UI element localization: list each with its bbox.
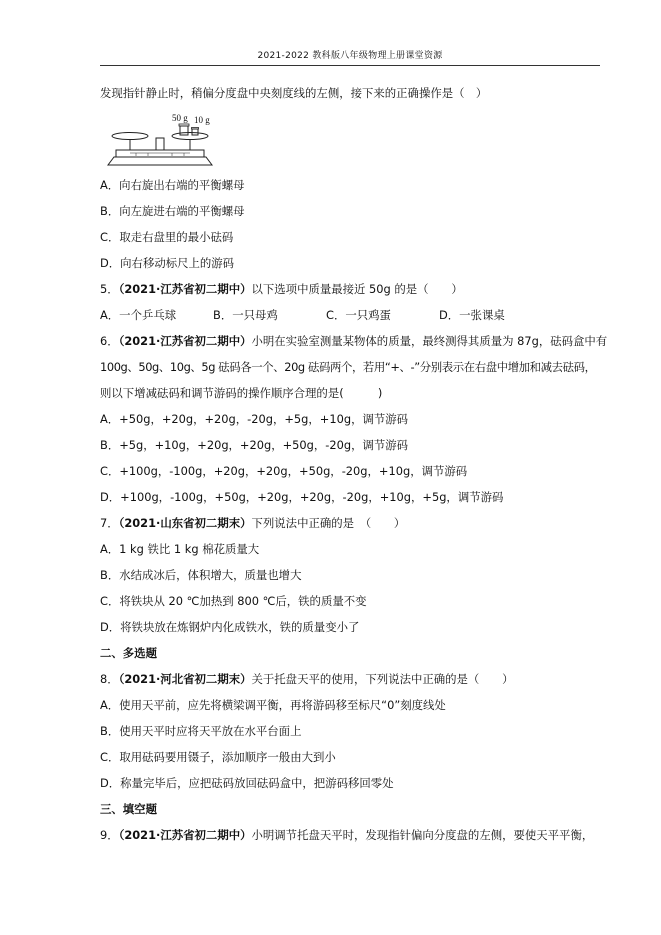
q8-number: 8．	[100, 672, 119, 686]
q7-source: （2021·山东省初二期末）	[118, 516, 252, 530]
q6-stem-line-2: 100g、50g、10g、5g 砝码各一个、20g 砝码两个，若用“+、-”分别表示在右盘中增加和减去砝码，	[100, 360, 596, 374]
q4-option-b: B．向左旋进右端的平衡螺母	[100, 204, 245, 218]
q6-option-a: A．+50g，+20g，+20g，-20g，+5g，+10g，调节游码	[100, 412, 409, 426]
q4-option-d: D．向右移动标尺上的游码	[100, 256, 235, 270]
q5-options	[100, 306, 606, 332]
q7-stem-line	[100, 514, 606, 540]
weight-label-10g: 10 g	[194, 115, 210, 125]
section-multiple-choice: 二、多选题	[100, 646, 157, 660]
q9-stem-line	[100, 826, 606, 852]
q4-option-a: A．向右旋出右端的平衡螺母	[100, 178, 245, 192]
q6-stem-line-1	[100, 332, 606, 358]
q5-number: 5．	[100, 282, 119, 296]
q7-option-d: D．将铁块放在炼钢炉内化成铁水，铁的质量变小了	[100, 620, 360, 634]
q6-number: 6．	[100, 334, 119, 348]
q5-source: （2021·江苏省初二期中）	[118, 282, 252, 296]
q7-number: 7．	[100, 516, 119, 530]
q4-option-c: C．取走右盘里的最小砝码	[100, 230, 234, 244]
q8-option-b: B．使用天平时应将天平放在水平台面上	[100, 724, 302, 738]
q5-option-c: C．一只鸡蛋	[326, 308, 391, 322]
q8-option-a: A．使用天平前，应先将横梁调平衡，再将游码移至标尺“0”刻度线处	[100, 698, 446, 712]
q6-stem-1: 小明在实验室测量某物体的质量，最终测得其质量为 87g，砝码盒中有	[251, 334, 608, 348]
balance-scale-icon	[100, 110, 220, 172]
q9-number: 9．	[100, 828, 119, 842]
q9-stem: 小明调节托盘天平时，发现指针偏向分度盘的左侧，要使天平平衡，	[251, 828, 594, 842]
q4-stem: 发现指针静止时，稍偏分度盘中央刻度线的左侧，接下来的正确操作是（ ）	[100, 86, 488, 100]
q8-source: （2021·河北省初二期末）	[118, 672, 252, 686]
q8-option-d: D．称量完毕后，应把砝码放回砝码盒中，把游码移回零处	[100, 776, 394, 790]
page-header: 2021-2022 教科版八年级物理上册课堂资源	[100, 48, 600, 66]
q7-option-b: B．水结成冰后，体积增大，质量也增大	[100, 568, 302, 582]
q5-option-d: D．一张课桌	[439, 308, 505, 322]
q5-option-b: B．一只母鸡	[213, 308, 278, 322]
balance-figure	[100, 110, 606, 172]
q8-option-c: C．取用砝码要用镊子，添加顺序一般由大到小	[100, 750, 336, 764]
q8-stem: 关于托盘天平的使用，下列说法中正确的是（ ）	[251, 672, 514, 686]
q6-stem-line-3: 则以下增减砝码和调节游码的操作顺序合理的是( )	[100, 386, 383, 400]
q9-source: （2021·江苏省初二期中）	[118, 828, 252, 842]
q5-stem-line	[100, 280, 606, 306]
section-fill-in: 三、填空题	[100, 802, 157, 816]
document-body	[100, 84, 606, 852]
q6-option-c: C．+100g，-100g，+20g，+20g，+50g，-20g，+10g，调节游码	[100, 464, 468, 478]
q6-source: （2021·江苏省初二期中）	[118, 334, 252, 348]
q6-option-d: D．+100g，-100g，+50g，+20g，+20g，-20g，+10g，+5g，调节游码	[100, 490, 504, 504]
q7-stem: 下列说法中正确的是 （ ）	[251, 516, 406, 530]
weight-label-50g: 50 g	[172, 113, 188, 123]
q8-stem-line	[100, 670, 606, 696]
q7-option-a: A．1 kg 铁比 1 kg 棉花质量大	[100, 542, 260, 556]
q5-stem: 以下选项中质量最接近 50g 的是（ ）	[251, 282, 463, 296]
q6-option-b: B．+5g，+10g，+20g，+20g，+50g，-20g，调节游码	[100, 438, 409, 452]
q7-option-c: C．将铁块从 20 ℃加热到 800 ℃后，铁的质量不变	[100, 594, 367, 608]
q5-option-a: A．一个乒乓球	[100, 308, 177, 322]
